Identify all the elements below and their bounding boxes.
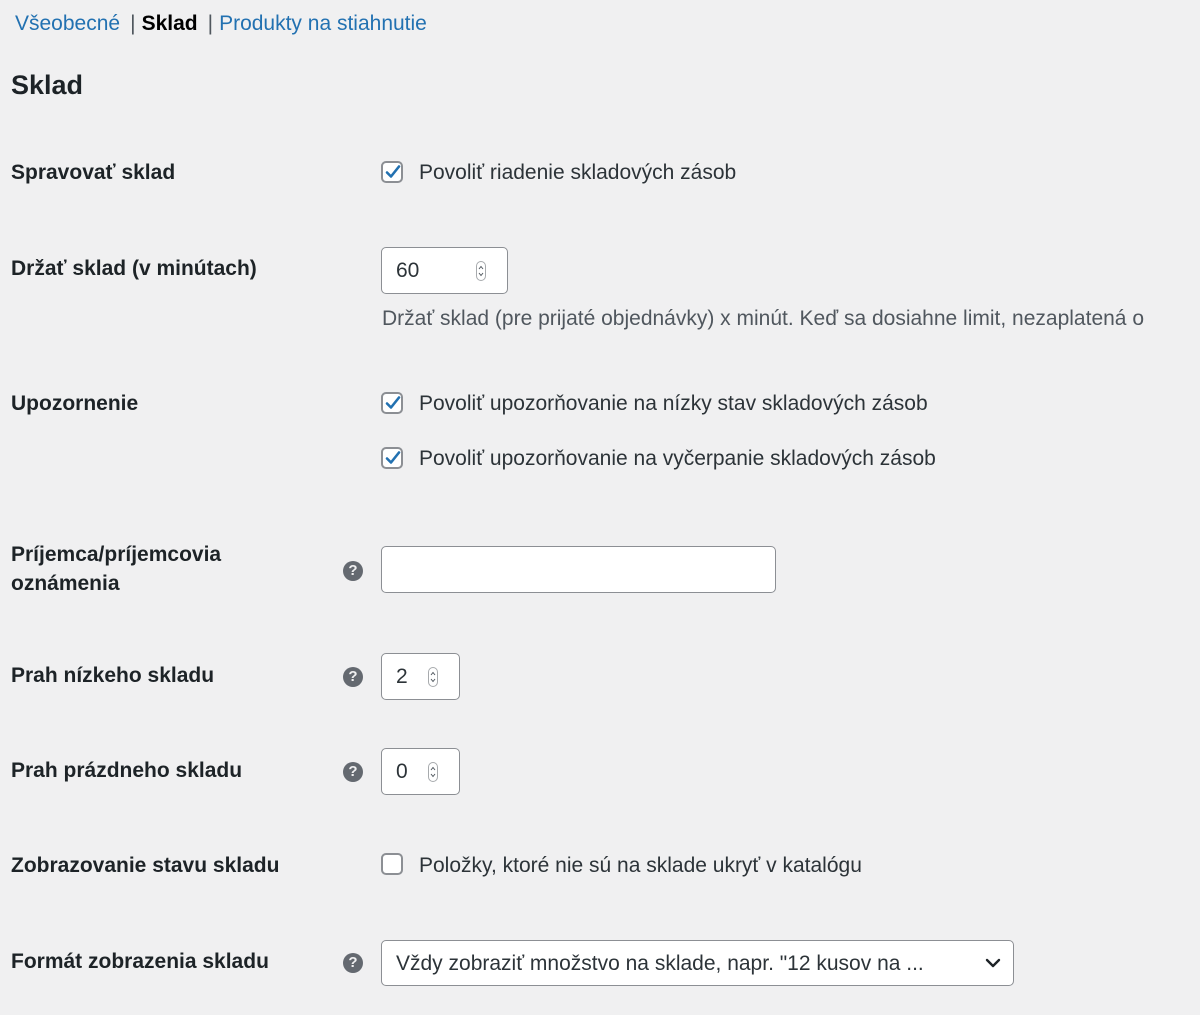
subnav-separator: | [207, 12, 214, 35]
subsubsub-nav [15, 10, 427, 38]
hold-stock-description: Držať sklad (pre prijaté objednávky) x minút. Keď sa dosiahne limit, nezaplatená o [382, 307, 1144, 330]
help-icon[interactable]: ? [343, 561, 363, 581]
subnav-current-inventory[interactable]: Sklad [141, 12, 198, 35]
checkmark-icon [384, 449, 402, 467]
recipient-label-line2: oznámenia [11, 572, 120, 595]
checkmark-icon [384, 163, 402, 181]
recipient-label [11, 540, 221, 598]
manage-stock-checkbox[interactable] [381, 161, 403, 183]
low-threshold-label: Prah nízkeho skladu [11, 664, 215, 687]
hold-stock-value: 60 [396, 258, 420, 282]
subnav-link-downloadable[interactable]: Produkty na stiahnutie [219, 12, 427, 35]
out-of-stock-notification-checkbox[interactable] [381, 447, 403, 469]
out-threshold-value: 0 [396, 759, 408, 783]
number-spinner-icon[interactable] [476, 261, 486, 281]
help-icon[interactable]: ? [343, 667, 363, 687]
low-stock-notification-checkbox[interactable] [381, 392, 403, 414]
checkmark-icon [384, 394, 402, 412]
manage-stock-checkbox-label[interactable]: Povoliť riadenie skladových zásob [419, 161, 737, 184]
hide-out-of-stock-checkbox[interactable] [381, 853, 403, 875]
subnav-separator: | [130, 12, 136, 35]
recipient-label-line1: Príjemca/príjemcovia [11, 543, 222, 566]
out-of-stock-notification-label[interactable]: Povoliť upozorňovanie na vyčerpanie skladových zásob [419, 447, 936, 470]
subnav-link-general[interactable]: Všeobecné [15, 12, 121, 35]
low-threshold-value: 2 [396, 664, 408, 688]
chevron-down-icon [985, 956, 1001, 970]
stock-visibility-label: Zobrazovanie stavu skladu [11, 854, 280, 877]
hold-stock-label: Držať sklad (v minútach) [11, 257, 257, 280]
notifications-label: Upozornenie [11, 392, 139, 415]
low-threshold-input[interactable] [381, 653, 460, 700]
hide-out-of-stock-label[interactable]: Položky, ktoré nie sú na sklade ukryť v katalógu [419, 854, 862, 877]
out-threshold-input[interactable] [381, 748, 460, 795]
number-spinner-icon[interactable] [428, 667, 438, 687]
number-spinner-icon[interactable] [428, 762, 438, 782]
stock-format-select[interactable] [381, 940, 1014, 986]
manage-stock-label: Spravovať sklad [11, 161, 176, 184]
stock-format-selected: Vždy zobraziť množstvo na sklade, napr. "12 kusov na ... [396, 952, 924, 975]
help-icon[interactable]: ? [343, 953, 363, 973]
stock-format-label: Formát zobrazenia skladu [11, 950, 269, 973]
help-icon[interactable]: ? [343, 762, 363, 782]
hold-stock-input[interactable] [381, 247, 508, 294]
out-threshold-label: Prah prázdneho skladu [11, 759, 243, 782]
recipient-input[interactable] [381, 546, 776, 593]
low-stock-notification-label[interactable]: Povoliť upozorňovanie na nízky stav skladových zásob [419, 392, 928, 415]
page-title: Sklad [11, 70, 84, 100]
